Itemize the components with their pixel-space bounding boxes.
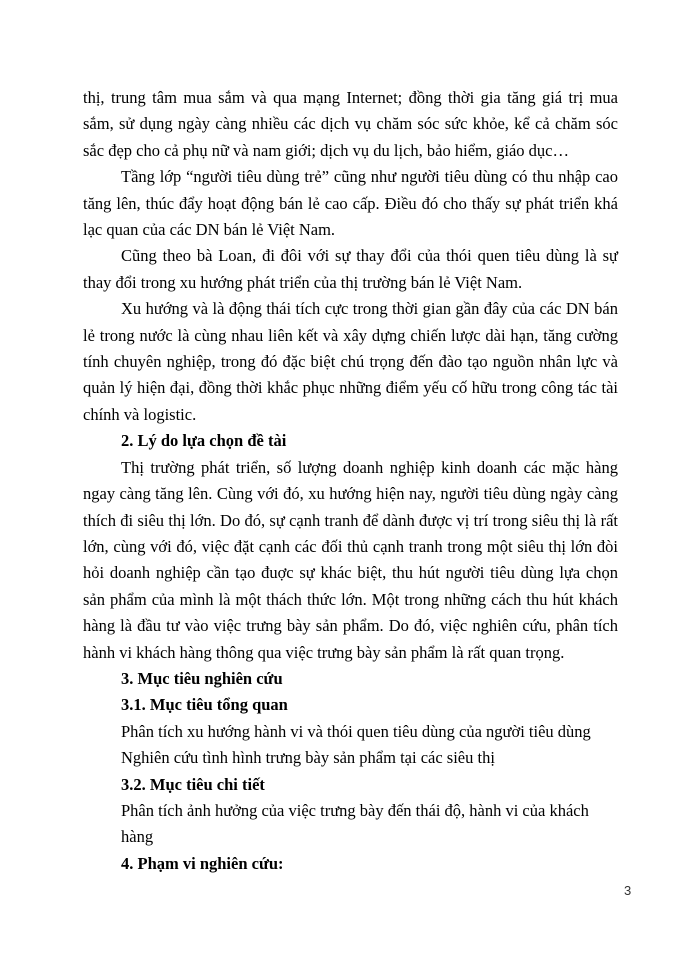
- page-number: 3: [624, 883, 632, 898]
- objective-line-3: Phân tích ảnh hưởng của việc trưng bày đến thái độ, hành vi của khách hàng: [121, 800, 589, 847]
- heading-section-3: 3. Mục tiêu nghiên cứu: [121, 668, 283, 688]
- paragraph-1: thị, trung tâm mua sắm và qua mạng Internet; đồng thời gia tăng giá trị mua sắm, sử dụng ngày càng nhiều các dịch vụ chăm sóc sức khỏe, kể cả chăm sóc sắc đẹp cho cả phụ nữ và nam giới; dịch vụ du lịch, bảo hiểm, giáo dục…: [83, 88, 618, 160]
- paragraph-5: Thị trường phát triển, số lượng doanh nghiệp kinh doanh các mặc hàng ngay càng tăng lên. Cùng với đó, xu hướng hiện nay, người tiêu dùng ngày càng thích đi siêu thị lớn. Do đó, sự cạnh tranh để dành được vị trí trong siêu thị là rất lớn, cùng với đó, việc đặt cạnh các đối thủ cạnh tranh trong một siêu thị lớn đòi hỏi doanh nghiệp cần tạo đuợc sự khác biệt, thu hút người tiêu dùng lựa chọn sản phẩm của mình là một thách thức lớn. Một trong những cách thu hút khách hàng là đầu tư vào việc trưng bày sản phẩm. Do đó, việc nghiên cứu, phân tích hành vi khách hàng thông qua việc trưng bày sản phẩm là rất quan trọng.: [83, 457, 618, 662]
- heading-section-3-1: 3.1. Mục tiêu tổng quan: [121, 695, 288, 715]
- paragraph-2: Tầng lớp “người tiêu dùng trẻ” cũng như người tiêu dùng có thu nhập cao tăng lên, thúc đẩy hoạt động bán lẻ cao cấp. Điều đó cho thấy sự phát triển khá lạc quan của các DN bán lẻ Việt Nam.: [83, 167, 618, 240]
- objective-line-1: Phân tích xu hướng hành vi và thói quen tiêu dùng của người tiêu dùng: [121, 721, 591, 741]
- heading-section-2: 2. Lý do lựa chọn đề tài: [121, 431, 287, 451]
- heading-section-4: 4. Phạm vi nghiên cứu:: [121, 853, 284, 873]
- heading-section-3-2: 3.2. Mục tiêu chi tiết: [121, 774, 265, 794]
- paragraph-3: Cũng theo bà Loan, đi đôi với sự thay đổi của thói quen tiêu dùng là sự thay đổi trong xu hướng phát triển của thị trường bán lẻ Việt Nam.: [83, 246, 618, 292]
- objective-line-2: Nghiên cứu tình hình trưng bày sản phẩm tại các siêu thị: [121, 748, 495, 768]
- page-content: [83, 85, 618, 877]
- paragraph-4: Xu hướng và là động thái tích cực trong thời gian gần đây của các DN bán lẻ trong nước là cùng nhau liên kết và xây dựng chiến lược dài hạn, tăng cường tính chuyên nghiệp, trong đó đặc biệt chú trọng đến đào tạo nguồn nhân lực và quản lý hiện đại, đồng thời khắc phục những điểm yếu cố hữu trong công tác tài chính và logistic.: [83, 299, 618, 424]
